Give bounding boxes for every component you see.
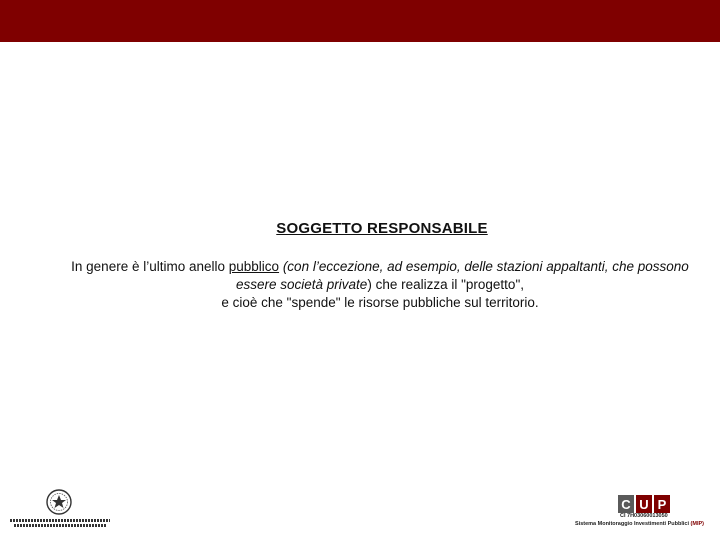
cup-letter-p: P [654,495,670,513]
emblem-caption-line-1 [10,519,110,522]
body-line-3 [40,294,720,312]
cup-logo [575,495,715,533]
top-header-bar [0,0,720,42]
body-line-2 [40,276,720,294]
slide-title: SOGGETTO RESPONSABILE [276,220,488,237]
body-line-1-pre: In genere è l’ultimo anello [71,259,229,274]
body-line-3-text: e cioè che "spende" le risorse pubbliche sul territorio. [221,295,539,310]
cup-caption-suffix: (MIP) [690,521,704,527]
cup-caption-text: Sistema Monitoraggio Investimenti Pubblici [575,521,689,527]
government-emblem-icon [45,488,73,516]
cup-code: CI 7H03060013050 [620,513,668,519]
cup-letter-c: C [618,495,634,513]
cup-letters [618,495,672,515]
body-line-2-post: ) che realizza il "progetto", [367,277,524,292]
body-underlined-word: pubblico [228,259,280,274]
government-emblem-logo [10,488,110,528]
body-line-1-post: (con l’eccezione, ad esempio, delle stazioni appaltanti, che possono [279,259,689,274]
cup-letter-u: U [636,495,652,513]
body-line-2-italic: essere società private [236,277,368,292]
slide-body-text [40,258,720,312]
emblem-caption-line-2 [14,524,106,527]
body-line-1 [40,258,720,276]
cup-caption [575,521,704,527]
